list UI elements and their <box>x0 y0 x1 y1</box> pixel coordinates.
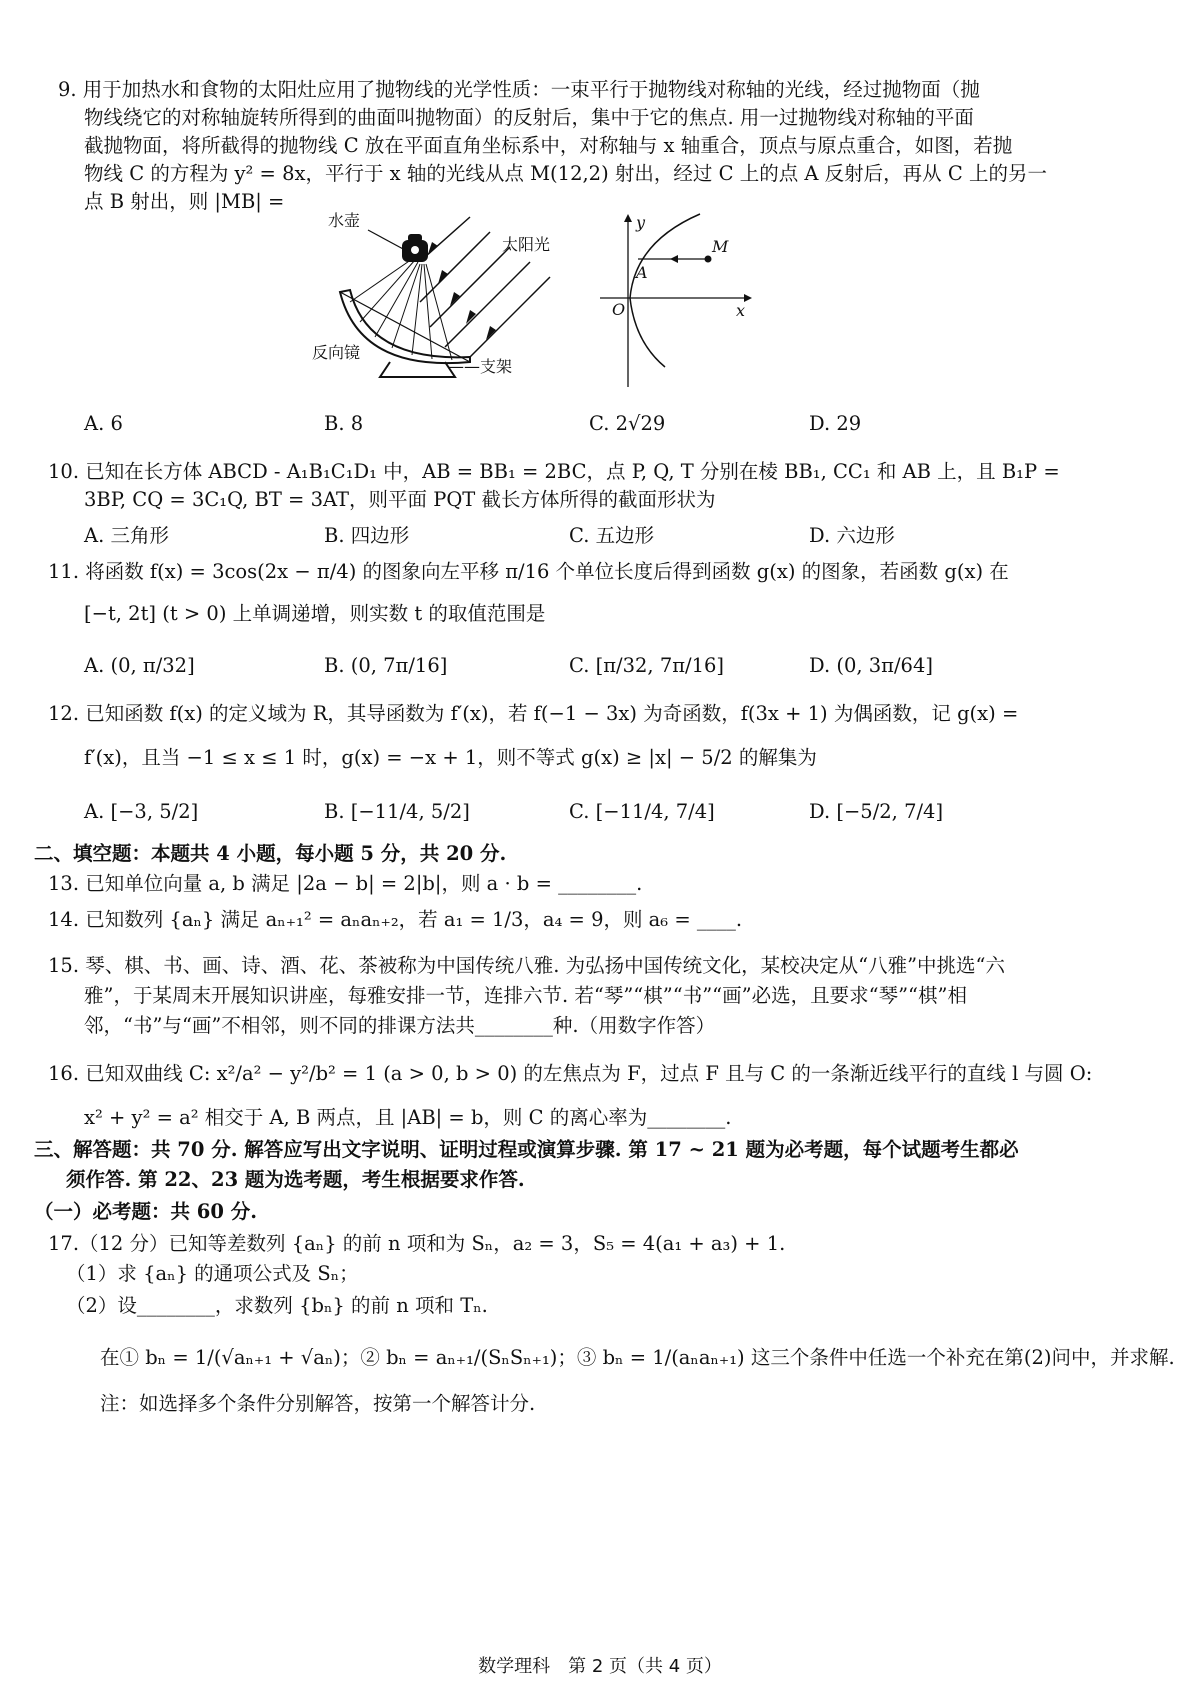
q9-option-b[interactable]: B. 8 <box>324 412 364 435</box>
q9-option-c[interactable]: C. 2√29 <box>589 412 666 435</box>
q12-option-a[interactable]: A. [−3, 5/2] <box>84 800 199 823</box>
section-3-line-1: 三、解答题：共 70 分. 解答应写出文字说明、证明过程或演算步骤. 第 17 ~ 21 题为必考题，每个试题考生都必 <box>34 1138 1019 1161</box>
q12-line-2: f′(x)，且当 −1 ≤ x ≤ 1 时，g(x) = −x + 1，则不等式 g(x) ≥ |x| − 5/2 的解集为 <box>84 746 817 769</box>
label-axis-x: x <box>736 301 746 320</box>
q10-option-b[interactable]: B. 四边形 <box>324 524 410 547</box>
page-footer: 数学理科 第 2 页（共 4 页） <box>478 1656 722 1677</box>
q12-option-b[interactable]: B. [−11/4, 5/2] <box>324 800 470 823</box>
q9-line-3: 截抛物面，将所截得的抛物线 C 放在平面直角坐标系中，对称轴与 x 轴重合，顶点与原点重合，如图，若抛 <box>84 134 1013 157</box>
q12-options <box>84 790 1144 834</box>
q9-line-5: 点 B 射出，则 |MB| = <box>84 190 285 213</box>
q9-line-1: 9. 用于加热水和食物的太阳灶应用了抛物线的光学性质：一束平行于抛物线对称轴的光线，经过抛物面（抛 <box>58 78 980 101</box>
label-kettle: 水壶 <box>328 211 361 230</box>
solar-cooker-figure <box>312 211 610 412</box>
q11-line-1: 11. 将函数 f(x) = 3cos(2x − π/4) 的图象向左平移 π/16 个单位长度后得到函数 g(x) 的图象，若函数 g(x) 在 <box>48 560 1009 583</box>
q17-note: 注：如选择多个条件分别解答，按第一个解答计分. <box>100 1392 536 1415</box>
q12-option-c[interactable]: C. [−11/4, 7/4] <box>569 800 715 823</box>
q10-option-c[interactable]: C. 五边形 <box>569 524 655 547</box>
parabola-figure <box>590 212 760 392</box>
q17-conditions: 在① bₙ = 1/(√aₙ₊₁ + √aₙ)；② bₙ = aₙ₊₁/(SₙSₙ₊₁)；③ bₙ = 1/(aₙaₙ₊₁) 这三个条件中任选一个补充在第(2)问中，并求解. <box>100 1346 1175 1369</box>
q16-line-1: 16. 已知双曲线 C: x²/a² − y²/b² = 1 (a > 0, b > 0) 的左焦点为 F，过点 F 且与 C 的一条渐近线平行的直线 l 与圆 O: <box>48 1062 1093 1085</box>
q10-options <box>84 514 1144 558</box>
kettle-icon <box>402 234 428 262</box>
label-axis-y: y <box>636 213 646 232</box>
section-2-heading: 二、填空题：本题共 4 小题，每小题 5 分，共 20 分. <box>34 842 507 865</box>
q11-option-d[interactable]: D. (0, 3π/64] <box>809 654 933 677</box>
q12-line-1: 12. 已知函数 f(x) 的定义域为 R，其导函数为 f′(x)，若 f(−1 − 3x) 为奇函数，f(3x + 1) 为偶函数，记 g(x) = <box>48 702 1019 725</box>
q15-line-1: 15. 琴、棋、书、画、诗、酒、花、茶被称为中国传统八雅. 为弘扬中国传统文化，某校决定从“八雅”中挑选“六 <box>48 954 1006 977</box>
q11-option-b[interactable]: B. (0, 7π/16] <box>324 654 448 677</box>
label-sunlight: 太阳光 <box>502 235 551 254</box>
label-stand: ——支架 <box>448 357 513 376</box>
q10-line-1: 10. 已知在长方体 ABCD - A₁B₁C₁D₁ 中，AB = BB₁ = 2BC，点 P, Q, T 分别在棱 BB₁, CC₁ 和 AB 上，且 B₁P = <box>48 460 1060 483</box>
q16-line-2: x² + y² = a² 相交于 A, B 两点，且 |AB| = b，则 C 的离心率为________. <box>84 1106 732 1129</box>
section-3-line-2: 须作答. 第 22、23 题为选考题，考生根据要求作答. <box>66 1168 525 1191</box>
q15-line-2: 雅”，于某周末开展知识讲座，每雅安排一节，连排六节. 若“琴”“棋”“书”“画”必选，且要求“琴”“棋”相 <box>84 984 967 1007</box>
label-origin: O <box>612 300 626 319</box>
q11-option-c[interactable]: C. [π/32, 7π/16] <box>569 654 725 677</box>
q11-options <box>84 644 1144 688</box>
q10-option-d[interactable]: D. 六边形 <box>809 524 895 547</box>
question-13: 13. 已知单位向量 a, b 满足 |2a − b| = 2|b|，则 a · b = ________. <box>48 872 643 895</box>
q9-option-d[interactable]: D. 29 <box>809 412 862 435</box>
q10-line-2: 3BP, CQ = 3C₁Q, BT = 3AT，则平面 PQT 截长方体所得的截面形状为 <box>84 488 716 511</box>
subsection-1-heading: （一）必考题：共 60 分. <box>34 1200 258 1223</box>
q9-line-4: 物线 C 的方程为 y² = 8x，平行于 x 轴的光线从点 M(12,2) 射出，经过 C 上的点 A 反射后，再从 C 上的另一 <box>84 162 1047 185</box>
q11-option-a[interactable]: A. (0, π/32] <box>84 654 195 677</box>
q12-option-d[interactable]: D. [−5/2, 7/4] <box>809 800 944 823</box>
label-point-m: M <box>712 237 729 256</box>
label-point-a: A <box>636 263 648 282</box>
q10-option-a[interactable]: A. 三角形 <box>84 524 169 547</box>
question-14: 14. 已知数列 {aₙ} 满足 aₙ₊₁² = aₙaₙ₊₂，若 a₁ = 1/3，a₄ = 9，则 a₆ = ____. <box>48 908 743 931</box>
q9-options <box>84 402 1144 446</box>
q17-line-1: 17.（12 分）已知等差数列 {aₙ} 的前 n 项和为 Sₙ，a₂ = 3，S₅ = 4(a₁ + a₃) + 1. <box>48 1232 786 1255</box>
q17-part-2: （2）设________，求数列 {bₙ} 的前 n 项和 Tₙ. <box>66 1294 488 1317</box>
q15-line-3: 邻，“书”与“画”不相邻，则不同的排课方法共________种.（用数字作答） <box>84 1014 716 1037</box>
q9-option-a[interactable]: A. 6 <box>84 412 123 435</box>
label-mirror: 反向镜 <box>312 343 361 362</box>
q11-line-2: [−t, 2t] (t > 0) 上单调递增，则实数 t 的取值范围是 <box>84 602 546 625</box>
q9-line-2: 物线绕它的对称轴旋转所得到的曲面叫抛物面）的反射后，集中于它的焦点. 用一过抛物线对称轴的平面 <box>84 106 974 129</box>
q17-part-1: （1）求 {aₙ} 的通项公式及 Sₙ； <box>66 1262 359 1285</box>
